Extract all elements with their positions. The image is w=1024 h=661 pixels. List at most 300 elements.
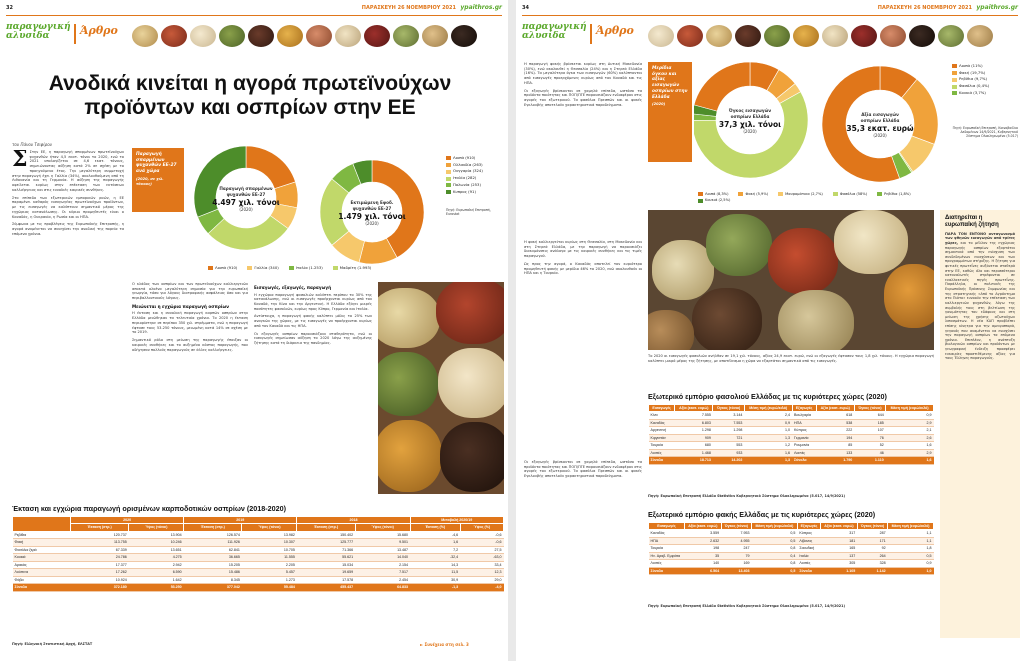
- table-cell: 165: [821, 545, 858, 552]
- table-cell: 62.841: [184, 546, 242, 553]
- legend-swatch: [446, 190, 451, 194]
- legend-item: [446, 169, 502, 174]
- legend-swatch: [698, 199, 703, 203]
- publication-logo[interactable]: ypaithros.gr: [976, 4, 1018, 11]
- table-sub-header: [13, 524, 504, 531]
- table-cell: 680: [675, 442, 713, 449]
- table-cell: 6.590: [129, 569, 184, 576]
- table-cell: 11.555: [242, 554, 297, 561]
- table-cell: Σύνολο: [13, 584, 71, 591]
- legume-pile: [161, 25, 187, 47]
- table-cell: Σύνολο: [649, 457, 675, 464]
- page-number: 34: [522, 5, 529, 11]
- paragraph: Οι εξαγωγές οσπρίων παρουσιάζουν σταθερότητα, ενώ οι εισαγωγές σημείωσαν αύξηση το 2020 λόγω της αυξημένης ζήτησης κατά τη διάρκεια της πανδημίας.: [254, 331, 372, 346]
- legend-swatch: [952, 85, 957, 89]
- table-cell: 140: [684, 560, 721, 567]
- legume-pile: [248, 25, 274, 47]
- photo-bean-sack: [778, 290, 854, 350]
- table-cell: 33,4: [460, 561, 503, 568]
- table-header-cell: Ύψος (τόνοι): [355, 524, 410, 531]
- table-cell: 287: [857, 530, 887, 537]
- table-header-cell: Αξία (εκατ. ευρώ): [684, 523, 721, 530]
- legume-pile: [364, 25, 390, 47]
- legume-pile: [909, 25, 935, 47]
- table-cell: 1,3: [744, 457, 792, 464]
- table-cell: 29,0: [460, 576, 503, 583]
- donut-charts-panel: [694, 58, 1020, 208]
- table-cell: 181: [821, 537, 858, 544]
- table-cell: Ην. Αραβ. Εμιράτα: [649, 552, 685, 559]
- table-cell: 305: [821, 560, 858, 567]
- table-cell: Τουρκία: [649, 545, 685, 552]
- table-cell: 1,1: [888, 530, 934, 537]
- photo-bean-sack: [652, 240, 714, 300]
- table-total-row: [13, 584, 504, 591]
- legend-swatch: [833, 192, 838, 196]
- table-cell: 7.953: [721, 530, 751, 537]
- table-cell: 64.833: [355, 584, 410, 591]
- table-cell: 553: [713, 442, 744, 449]
- table-cell: 5.457: [242, 569, 297, 576]
- table-header-cell: Αξία (εκατ. ευρώ): [821, 523, 858, 530]
- table-header-cell: [13, 517, 71, 532]
- paragraph: Σημαντικό ρόλο στη μείωση της παραγωγής έπαιξαν οι καιρικές συνθήκες και το αυξημένο κόστος παραγωγής, που οδήγησαν πολλούς παραγωγούς σε άλλες καλλιέργειες.: [132, 338, 248, 352]
- donut1-value: 4.497 χιλ. τόνοι: [212, 198, 280, 207]
- legend-swatch: [446, 177, 451, 181]
- table-header-cell: Όγκος (τόνοι): [713, 405, 744, 412]
- table-cell: 3.144: [713, 412, 744, 419]
- table-header-cell: Μέση τιμή (ευρώ/κιλό): [751, 523, 797, 530]
- sidebar-body: [945, 232, 1015, 361]
- donut1-label-line1: Παραγωγή σπαρμένων: [219, 186, 273, 191]
- table-cell: Κιργιστάν: [649, 434, 675, 441]
- table-cell: 247: [721, 545, 751, 552]
- table-cell: 0,9: [886, 412, 934, 419]
- table-row: [649, 537, 934, 544]
- table-cell: 13.487: [355, 546, 410, 553]
- byline: του Πάνου Τσιφίρου: [12, 142, 52, 147]
- legend-label: Φασόλια (0,4%): [959, 83, 990, 89]
- table-cell: 46: [854, 449, 885, 456]
- table-cell: Σύνολο: [797, 567, 820, 574]
- table-row: [649, 449, 934, 456]
- table-cell: 15.205: [184, 561, 242, 568]
- legend-item: [247, 266, 278, 271]
- legume-pile: [793, 25, 819, 47]
- table-year-header: [13, 517, 504, 524]
- table-source: Πηγή: Ελληνική Στατιστική Αρχή, ΕΛΣΤΑΤ: [12, 642, 93, 646]
- paragraph: Στην ΕΕ, η παραγωγή σπαρμένων πρωτεϊνούχων ψυχανθών ήταν 4,5 εκατ. τόνοι το 2020, ενώ το 2021 υπολογίζεται σε 4,6 εκατ. τόνους, σημειώνοντας αύξηση κατά 2% σε σχέση με το προηγούμενο έτος. Την μεγαλύτερη συμμετοχή στην παραγωγή έχει η Γαλλία (34%), ακολουθούμενη από τη Λιθουανία και τη Γερμανία. Η αύξηση της παραγωγής οφείλεται κυρίως στην επέκταση των εκτάσεων καλλιέργειας και στις ευνοϊκές καιρικές συνθήκες.: [12, 150, 124, 192]
- table-cell: 1.110: [854, 457, 885, 464]
- table-cell: 1.790: [816, 457, 854, 464]
- table-row: [649, 560, 934, 567]
- table-cell: 53.250: [129, 584, 184, 591]
- table-header-cell: 2020: [71, 517, 184, 524]
- paragraph: Η έκταση και η συνολική παραγωγή καρπών οσπρίων στην Ελλάδα μειώθηκαν τα τελευταία χρόνια. Το 2020 η έκταση περιορίστηκε σε περίπου 350 χιλ. στρέμματα, ενώ η παραγωγή έφτασε τους 53.250 τόνους, μειωμένη κατά 14% σε σχέση με το 2019.: [132, 311, 248, 335]
- sidebar-text: και το μέλλον της εγχώριας παραγωγής οσπρίων εξαρτάται σημαντικά από την ενίσχυση των συνδεδεμένων ενισχύσεων και των προγραμμάτων στήριξης. Η ζήτηση για φυτικές πρωτεΐνες αυξάνεται σταθερά στην ΕΕ, καθώς όλο και περισσότεροι καταναλωτές στρέφονται σε εναλλακτικές πηγές πρωτεΐνης. Παράλληλα, οι πολιτικές της Ευρωπαϊκής Πράσινης Συμφωνίας και της στρατηγικής «Από το Αγρόκτημα στο Πιάτο» ευνοούν την επέκταση των καλλιεργειών ψυχανθών, λόγω της συμβολής τους στη βελτίωση της γονιμότητας του εδάφους και στη μείωση της χρήσης αζωτούχων λιπασμάτων. Η νέα ΚΑΠ προβλέπει επίσης κίνητρα για την αμειψισπορά, γεγονός που αναμένεται να ενισχύσει την παραγωγή οσπρίων τα επόμενα χρόνια. Επιπλέον, η ανάπτυξη βιολογικών οσπρίων και προϊόντων με γεωγραφική ένδειξη προσφέρει ευκαιρίες προστιθέμενης αξίας για τους Έλληνες παραγωγούς.: [945, 241, 1015, 361]
- table-header-cell: Μέση τιμή (ευρώ/κιλό): [744, 405, 792, 412]
- table-header-cell: Όγκος (τόνοι): [857, 523, 887, 530]
- table-cell: Λοιπές: [797, 560, 820, 567]
- table-cell: 4.275: [129, 554, 184, 561]
- table-cell: 1,1: [888, 537, 934, 544]
- table-cell: 10.705: [242, 546, 297, 553]
- legend-item: [698, 192, 728, 196]
- side-label-sub: (2020): [652, 102, 666, 107]
- side-label-sub: (2020, σε χιλ. τόνους): [136, 176, 164, 186]
- legend-label: Γαλλία (340): [254, 265, 279, 270]
- table-cell: 1,6: [410, 539, 460, 546]
- table-cell: 14,3: [410, 561, 460, 568]
- table-cell: Λίβανος: [797, 537, 820, 544]
- legend-label: Κυπρος (91): [453, 188, 476, 194]
- table-cell: 10.924: [71, 576, 129, 583]
- legend-item: [446, 190, 502, 195]
- sidebar-lead: ΠΑΡΑ ΤΟΝ ΕΝΤΟΝΟ ανταγωνισμό των φθηνών εισαγωγών από τρίτες χώρες,: [945, 231, 1015, 245]
- legend-item: [446, 183, 502, 188]
- table-cell: 2.632: [684, 537, 721, 544]
- table-cell: 17.578: [297, 576, 355, 583]
- table-cell: 198: [684, 545, 721, 552]
- table-cell: -1,3: [410, 584, 460, 591]
- legume-pile: [735, 25, 761, 47]
- headline: Ανοδικά κινείται η αγορά πρωτεϊνούχων προϊόντων και οσπρίων στην ΕΕ: [48, 72, 452, 119]
- table-header-cell: Εισαγωγές: [649, 405, 675, 412]
- table-cell: 171: [857, 537, 887, 544]
- legend-item: [952, 91, 1018, 96]
- legume-pile: [451, 25, 477, 47]
- table-cell: 13.651: [129, 546, 184, 553]
- table-cell: 133: [816, 449, 854, 456]
- legume-pile: [764, 25, 790, 47]
- legend-label: Ουγγαρία (324): [453, 168, 483, 174]
- table-cell: 2.205: [242, 561, 297, 568]
- table-cell: 1.273: [242, 576, 297, 583]
- table-cell: Καναδάς: [649, 530, 685, 537]
- table-header-cell: Μέση τιμή (ευρώ/κιλό): [886, 405, 934, 412]
- photo-bean-pile: [438, 348, 504, 418]
- subheading: Μειώνεται η εγχώρια παραγωγή οσπρίων: [132, 303, 229, 309]
- issue-date: ΠΑΡΑΣΚΕΥΗ 26 ΝΟΕΜΒΡΙΟΥ 2021: [877, 5, 972, 11]
- table-cell: 9.501: [355, 539, 410, 546]
- table-cell: 4.955: [721, 537, 751, 544]
- table-cell: 52: [854, 442, 885, 449]
- table-cell: 85: [816, 442, 854, 449]
- legend-label: Πολωνία (253): [453, 181, 481, 187]
- chart-side-label: [648, 62, 692, 162]
- donut-b-value: 35,3 εκατ. ευρώ: [846, 124, 914, 133]
- table-cell: Αργεντινή: [649, 427, 675, 434]
- table-header-cell: Έκταση (στρ.): [297, 524, 355, 531]
- legend-label: Λοιπά (910): [215, 265, 238, 270]
- table-cell: 79: [721, 552, 751, 559]
- legume-pile: [880, 25, 906, 47]
- legend-label: Μαδρίτη (1.993): [339, 265, 372, 270]
- table-header-cell: Εξαγωγές: [792, 405, 816, 412]
- legend-swatch: [952, 91, 957, 95]
- section-title: παραγωγική αλυσίδα: [6, 22, 71, 42]
- table-cell: 264: [857, 552, 887, 559]
- table-header-cell: Ύψος (τόνοι): [242, 524, 297, 531]
- donut-charts-panel: [188, 146, 504, 276]
- table-header-cell: Έκταση (%): [410, 524, 460, 531]
- legend-item: [738, 192, 768, 196]
- donut-legend: [952, 64, 1018, 138]
- table-cell: 2,4: [744, 412, 792, 419]
- table-cell: -4,0: [460, 584, 503, 591]
- legend-label: Κουκιά (2,5%): [705, 198, 731, 203]
- publication-logo[interactable]: ypaithros.gr: [460, 4, 502, 11]
- photo-bean-sack: [706, 214, 772, 276]
- table-header-cell: Μεταβολή 2020/19: [410, 517, 503, 524]
- table-cell: 0,5: [888, 552, 934, 559]
- table-row: [649, 412, 934, 419]
- table-cell: 1,0: [744, 427, 792, 434]
- legend-item: [952, 77, 1018, 82]
- table1-source: Πηγή: Ευρωπαϊκή Επιτροπή Ελλάδα Statistics Κυβερνητικό Σύστημα Ολοκληρωμένο (5.017, 14/9/2021): [648, 494, 846, 498]
- legend-swatch: [952, 71, 957, 75]
- legume-pile: [822, 25, 848, 47]
- table-row: [13, 561, 504, 568]
- table-cell: 909: [675, 434, 713, 441]
- table-cell: 1,0: [888, 567, 934, 574]
- paragraph: Στο επίπεδο των εξωτερικών εμπορικών ροών, η ΕΕ παραμένει καθαρός εισαγωγέας πρωτεϊνούχων προϊόντων, με τις εισαγωγές να καλύπτουν σημαντικό μέρος της εγχώριας κατανάλωσης. Οι κύριοι προμηθευτές είναι ο Καναδάς, η Ουκρανία, η Ρωσία και οι ΗΠΑ.: [12, 195, 124, 219]
- table-cell: 328: [857, 560, 887, 567]
- table-cell: 15.680: [355, 531, 410, 538]
- table-row: [13, 569, 504, 576]
- continued-note[interactable]: ► Συνέχεια στη σελ. 3: [420, 642, 469, 647]
- table-cell: 0,9: [744, 419, 792, 426]
- table-cell: 0,9: [888, 560, 934, 567]
- legume-pile: [335, 25, 361, 47]
- legend-item: [952, 71, 1018, 76]
- table-cell: Λοιπές: [792, 449, 816, 456]
- donut2-year: (2020): [365, 221, 379, 226]
- donut2-label-line2: ψυχανθών ΕΕ-27: [352, 206, 392, 211]
- table-cell: Σύνολο: [792, 457, 816, 464]
- legend-swatch: [952, 64, 957, 68]
- table-cell: 644: [854, 412, 885, 419]
- section-banner: [522, 17, 1018, 55]
- table-cell: 7.555: [675, 412, 713, 419]
- legume-pile: [648, 25, 674, 47]
- table-total-row: [649, 457, 934, 464]
- table-cell: 24.786: [71, 554, 129, 561]
- table-cell: -0,6: [460, 539, 503, 546]
- legend-item: [877, 192, 910, 196]
- table-cell: 538: [816, 419, 854, 426]
- table-cell: 1.298: [675, 427, 713, 434]
- donut-b-year: (2020): [873, 133, 887, 138]
- article-column-3: [254, 282, 372, 494]
- article-column-4: [524, 460, 642, 650]
- article-label: Άρθρο: [596, 24, 634, 37]
- table-cell: 17.262: [71, 569, 129, 576]
- donut-a-label-line2: οσπρίων Ελλάδα: [730, 114, 770, 119]
- legend-item: [952, 64, 1018, 69]
- table-cell: 3.559: [684, 530, 721, 537]
- table-cell: 15.486: [184, 569, 242, 576]
- table-header-cell: Ύψος (τόνοι): [129, 524, 184, 531]
- table-cell: Φασόλια ξερά: [13, 546, 71, 553]
- legend-swatch: [446, 183, 451, 187]
- table-body: [649, 530, 934, 575]
- table-cell: 2,9: [886, 419, 934, 426]
- table-cell: 120.737: [71, 531, 129, 538]
- table-cell: 13.403: [721, 567, 751, 574]
- paragraph: Ως προς την αγορά, ο Καναδάς αποτελεί τον κυριότερο προμηθευτή φακής με μερίδιο 46% το 2020, ενώ ακολουθούν οι ΗΠΑ και η Τουρκία.: [524, 261, 642, 276]
- table-cell: 71.366: [297, 546, 355, 553]
- table-cell: Λούπινα: [13, 569, 71, 576]
- table-cell: 76: [854, 434, 885, 441]
- donut2-value: 1.479 χιλ. τόνοι: [338, 212, 406, 221]
- table-cell: Ιταλία: [797, 552, 820, 559]
- subheading: Εισαγωγές, εξαγωγές, παραγωγή: [254, 285, 332, 290]
- section-banner: [6, 17, 502, 55]
- legend-label: Φακή (5,9%): [745, 192, 769, 196]
- table-row: [13, 539, 504, 546]
- table-cell: -32,4: [410, 554, 460, 561]
- table-cell: Ρουμανία: [792, 442, 816, 449]
- legend-label: Μαυρομάτικα (2,7%): [785, 192, 823, 196]
- legend-item: [778, 192, 823, 196]
- donut-a-value: 37,3 χιλ. τόνοι: [718, 120, 782, 129]
- legume-pile: [677, 25, 703, 47]
- table-cell: 185: [854, 419, 885, 426]
- table-row: [649, 442, 934, 449]
- table-header-cell: Αξία (εκατ. ευρώ): [816, 405, 854, 412]
- legend-swatch: [698, 192, 703, 196]
- table-cell: 10.246: [129, 539, 184, 546]
- article-column-2: [524, 240, 642, 456]
- table-cell: 8.345: [184, 576, 242, 583]
- page-header: [522, 4, 1018, 14]
- table2-title: Εξωτερικό εμπόριο φακής Ελλάδας με τις κυριότερες χώρες (2020): [648, 510, 876, 519]
- table-cell: 35: [684, 552, 721, 559]
- donut-legend: [446, 156, 502, 216]
- side-label-title: Παραγωγή σπαρμένων ψυχανθών ΕΕ-27 ανά χώρα: [136, 152, 177, 175]
- table-cell: 2.454: [355, 576, 410, 583]
- table-cell: ΗΠΑ: [649, 537, 685, 544]
- table-cell: Ρεβίθια: [13, 531, 71, 538]
- table-cell: 126.574: [184, 531, 242, 538]
- paragraph: Σύμφωνα με τις προβλέψεις της Ευρωπαϊκής Επιτροπής, η αγορά αναμένεται να συνεχίσει την ανοδική της πορεία τα επόμενα χρόνια.: [12, 222, 124, 236]
- table-cell: Φακή: [13, 539, 71, 546]
- legume-pile: [277, 25, 303, 47]
- left-page: [0, 0, 508, 661]
- legend-label: Ρεβίθια (1,8%): [884, 192, 911, 196]
- table-header-cell: Ύψος (%): [460, 524, 503, 531]
- legume-pile: [393, 25, 419, 47]
- table-cell: 111.926: [184, 539, 242, 546]
- article-label-box: [590, 24, 642, 44]
- page-number: 32: [6, 5, 13, 11]
- legend-swatch: [778, 192, 783, 196]
- table-header-cell: Όγκος (τόνοι): [854, 405, 885, 412]
- table-cell: 107: [854, 427, 885, 434]
- paragraph: Το 2020 οι εισαγωγές φασολιών ανήλθαν σε 19,1 χιλ. τόνους, αξίας 24,9 εκατ. ευρώ, ενώ οι εξαγωγές έφτασαν τους 1,8 χιλ. τόνους. Η εγχώρια παραγωγή καλύπτει μικρό μέρος της ζήτησης, με αποτέλεσμα η χώρα να εξαρτάται σημαντικά από τις εισαγωγές.: [648, 354, 934, 363]
- table-row: [649, 530, 934, 537]
- donut-segment: [246, 146, 295, 189]
- chart-side-label: [132, 148, 184, 212]
- table-row: [649, 434, 934, 441]
- table-row: [13, 531, 504, 538]
- table-cell: Κίνα: [649, 412, 675, 419]
- sidebar-title: Διατηρείται η ευρωπαϊκή ζήτηση: [945, 215, 999, 228]
- table-cell: 17.377: [71, 561, 129, 568]
- table-cell: -4,6: [410, 531, 460, 538]
- legend-item: [446, 156, 502, 161]
- table-header-cell: Εξαγωγές: [797, 523, 820, 530]
- photo-bean-pile: [436, 282, 504, 344]
- legend-swatch: [952, 78, 957, 82]
- table-header-row: [649, 405, 934, 412]
- table-cell: Φάβα: [13, 576, 71, 583]
- table-cell: 1.142: [857, 567, 887, 574]
- legend-swatch: [289, 266, 294, 270]
- table-cell: 12,3: [460, 569, 503, 576]
- legend-item: [446, 176, 502, 181]
- table-title: Έκταση και εγχώρια παραγωγή ορισμένων καρποδοτικών οσπρίων (2018-2020): [12, 504, 287, 513]
- table-cell: 1,6: [886, 457, 934, 464]
- table-cell: 55.484: [242, 584, 297, 591]
- table-cell: Βουλγαρία: [792, 412, 816, 419]
- table-cell: 317: [821, 530, 858, 537]
- legume-pile: [219, 25, 245, 47]
- table-cell: 13.904: [129, 531, 184, 538]
- table-cell: 455.437: [297, 584, 355, 591]
- legend-swatch: [247, 266, 252, 270]
- table-cell: 2,9: [886, 449, 934, 456]
- table-cell: 6.803: [675, 419, 713, 426]
- header-rule: [522, 15, 1018, 16]
- table-cell: 1,8: [888, 545, 934, 552]
- section-title: παραγωγική αλυσίδα: [522, 22, 587, 42]
- table-cell: Αρακάς: [13, 561, 71, 568]
- table-row: [649, 552, 934, 559]
- legume-pile: [132, 25, 158, 47]
- photo-bean-pile: [378, 288, 440, 348]
- legend-label: Ιταλία (282): [453, 175, 477, 181]
- table-cell: 18.713: [675, 457, 713, 464]
- table-row: [649, 545, 934, 552]
- table-cell: -0,6: [460, 531, 503, 538]
- drop-cap: Σ: [12, 150, 28, 172]
- table-cell: 0,5: [751, 537, 797, 544]
- article-column-1: [12, 150, 124, 498]
- production-table: [12, 516, 504, 592]
- legend-swatch: [446, 156, 451, 160]
- table-cell: 150.402: [297, 531, 355, 538]
- table-cell: 2,6: [886, 434, 934, 441]
- table-cell: 1,6: [886, 442, 934, 449]
- legumes-strip: [648, 17, 1018, 55]
- legend-item: [333, 266, 372, 271]
- table-cell: 372.180: [71, 584, 129, 591]
- legume-pile: [938, 25, 964, 47]
- article-column-2: [132, 282, 248, 494]
- table-cell: Τουρκία: [649, 442, 675, 449]
- table-header-cell: Αξία (εκατ. ευρώ): [675, 405, 713, 412]
- paragraph: Η φακή καλλιεργείται κυρίως στη Θεσσαλία, στη Μακεδονία και στη Στερεά Ελλάδα, με την παραγωγή να παρουσιάζει διακυμάνσεις ανάλογα με τις καιρικές συνθήκες και τις τιμές παραγωγού.: [524, 240, 642, 259]
- table-cell: Γερμανία: [792, 434, 816, 441]
- table-row: [13, 546, 504, 553]
- table-cell: 30,9: [410, 576, 460, 583]
- table-cell: 0,8: [751, 560, 797, 567]
- table-cell: 933: [713, 449, 744, 456]
- photo-bean-sack: [692, 288, 762, 350]
- table-cell: 2,1: [886, 427, 934, 434]
